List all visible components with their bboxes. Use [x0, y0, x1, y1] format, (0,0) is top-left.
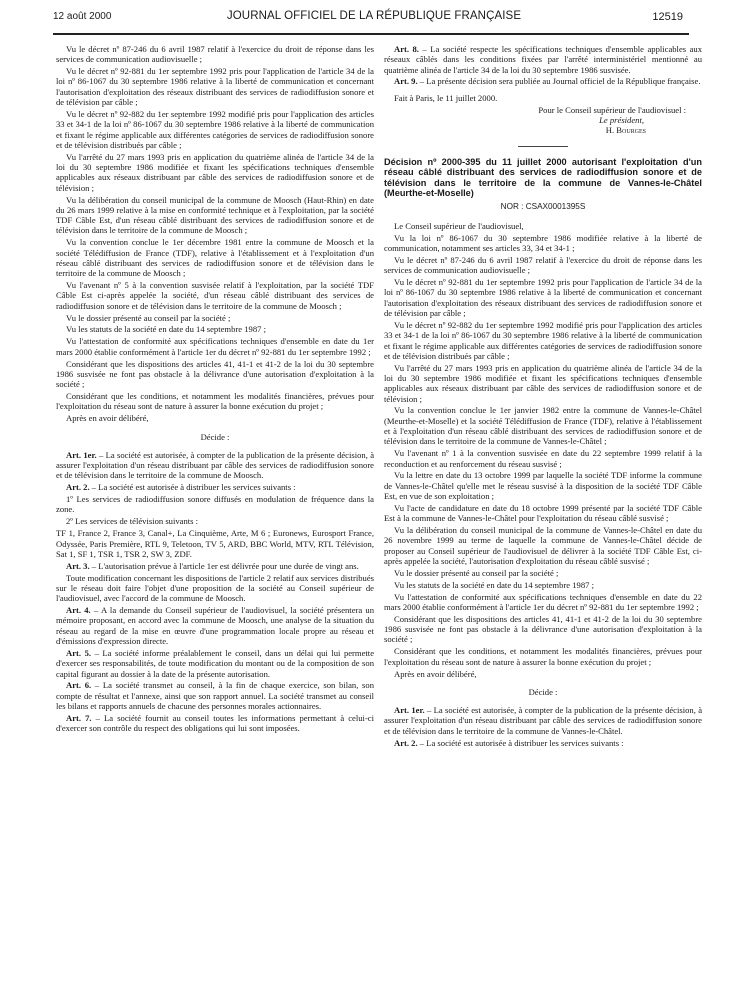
article: [56, 516, 374, 526]
article-label: Art. 2.: [394, 737, 418, 748]
article: [56, 680, 374, 711]
paragraph: Le Conseil supérieur de l'audiovisuel,: [394, 220, 524, 231]
channel-list: [56, 528, 374, 559]
decide-heading: Décide :: [200, 431, 230, 442]
article: [56, 605, 374, 646]
paragraph: Considérant que les conditions, et notamment les modalités financières, prévues pour l'exploitation du réseau sont de nature à assurer la bonne exécution du projet ;: [56, 391, 374, 412]
article: [56, 482, 374, 492]
article-label: Art. 9.: [394, 76, 418, 87]
paragraph: Vu le décret nº 87-246 du 6 avril 1987 relatif à l'exercice du droit de réponse dans les services de communication audiovisuelle ;: [384, 254, 702, 276]
article-text: – A la demande du Conseil supérieur de l'audiovisuel, la société présentera un mémoire proposant, en accord avec la commune de Moosch, une analyse de la situation du réseau au regard de la mise en œuvre d'une programmation locale propre au réseau et d'émissions d'expression directe.: [56, 605, 374, 647]
paragraph: Vu le dossier présenté au conseil par la société ;: [66, 312, 231, 323]
nor-reference: NOR : CSAX0001395S: [500, 201, 586, 211]
article-label: Art. 5.: [66, 647, 92, 658]
article: [384, 705, 702, 736]
left-visas: [56, 44, 374, 424]
signature-role: Le président,: [599, 114, 644, 125]
paragraph: Vu l'arrêté du 27 mars 1993 pris en application du quatrième alinéa de l'article 34 de la loi du 30 septembre 1986 modifiée et fixant les spécifications techniques d'ensemble applicables aux réseaux distribuant par câble des services de radiodiffusion sonore et de télévision ;: [56, 151, 374, 193]
page-number: 12519: [652, 11, 683, 23]
paragraph: Après en avoir délibéré,: [394, 668, 477, 679]
signature-place-date: Fait à Paris, le 11 juillet 2000.: [394, 92, 498, 103]
paragraph: Vu l'arrêté du 27 mars 1993 pris en application du quatrième alinéa de l'article 34 de la loi du 30 septembre 1986 modifiée et fixant les spécifications techniques d'ensemble applicables aux réseaux distribuant par câble des services de radiodiffusion sonore et de télévision ;: [384, 362, 702, 404]
signature-for-line: Pour le Conseil supérieur de l'audiovisuel :: [538, 104, 686, 115]
article: [56, 494, 374, 515]
left-column: [56, 44, 374, 735]
decide-heading: Décide :: [528, 686, 558, 697]
paragraph: Vu le décret nº 92-882 du 1er septembre 1992 modifié pris pour l'application des articles 33 et 34-1 de la loi nº 86-1067 du 30 septembre 1986 relative à la liberté de communication et fixant le régime applicable aux différentes catégories de services de radiodiffusion sonore et de télévision distribués par câble ;: [56, 108, 374, 150]
paragraph: Vu l'avenant nº 5 à la convention susvisée relatif à l'exploitation, par la société TDF Câble Est ci-après appelée la société, d'un réseau câblé distribuant des services de radiodiffusion sonore et de télévision dans le territoire de la commune de Moosch ;: [56, 280, 374, 311]
paragraph: Vu la loi nº 86-1067 du 30 septembre 1986 modifiée relative à la liberté de communication, notamment ses articles 33, 34 et 34-1 ;: [384, 232, 702, 254]
paragraph: Vu la délibération du conseil municipal de la commune de Moosch (Haut-Rhin) en date du 26 mars 1999 relative à la mise en conformité technique et à l'exploitation, par la société TDF Câble Est, d'un réseau câblé distribuant des services de radiodiffusion sonore et de télévision dans le territoire de la commune de Moosch ;: [56, 194, 374, 236]
paragraph: Vu le décret nº 92-881 du 1er septembre 1992 pris pour l'application de l'article 34 de la loi nº 86-1067 du 30 septembre 1986 relative à la liberté de communication et concernant l'autorisation d'exploitation des réseaux distribuant des services de radiodiffusion sonore et de télévision par câble ;: [384, 277, 702, 319]
paragraph: Vu l'acte de candidature en date du 18 octobre 1999 présenté par la société TDF Câble Est à la commune de Vannes-le-Châtel pour l'exploitation du réseau câblé susvisé ;: [384, 502, 702, 524]
article: [384, 44, 702, 75]
article: [56, 450, 374, 481]
paragraph: Vu le décret nº 92-882 du 1er septembre 1992 modifié pris pour l'application des articles 33 et 34-1 de la loi nº 86-1067 du 30 septembre 1986 relative à la liberté de communication et fixant le régime applicable aux différentes catégories de services de radiodiffusion sonore et de télévision distribués par câble ;: [384, 319, 702, 361]
paragraph: Vu la lettre en date du 13 octobre 1999 par laquelle la société TDF informe la commune de Vannes-le-Châtel qu'elle met le réseau susvisé à la disposition de la société TDF Câble Est, en vue de son exploitation ;: [384, 470, 702, 502]
article-text: TF 1, France 2, France 3, Canal+, La Cinquième, Arte, M 6 ; Euronews, Eurosport France, Odyssée, Paris Première, RTL 9, Teletoon, TV 5, ARD, BBC World, MTV, RTL Télévision, Sat 1, SF 1, TSR 1, TSR 2, SW 3, ZDF.: [56, 528, 374, 559]
article-text: – La société est autorisée à distribuer les services suivants :: [89, 482, 296, 493]
paragraph: Vu la convention conclue le 1er janvier 1982 entre la commune de Vannes-le-Châtel (Meurthe-et-Moselle) et la société Télédiffusion de France (TDF), relative à l'établissement et à l'exploitation d'un réseau câblé distribuant des services de radiodiffusion sonore et de télévision dans le territoire de la commune de Vannes-le-Châtel ;: [384, 405, 702, 447]
paragraph: Vu les statuts de la société en date du 14 septembre 1987 ;: [394, 579, 594, 590]
article-text: – La société est autorisée à distribuer les services suivants :: [417, 737, 624, 748]
article-label: Art. 1er.: [394, 705, 425, 716]
decision-title: Décision nº 2000-395 du 11 juillet 2000 autorisant l'exploitation d'un réseau câblé distribuant des services de radiodiffusion sonore et de télévision dans le territoire de la commune de Vannes-le-Châtel (Meurthe-et-Moselle): [384, 156, 702, 199]
paragraph: Vu le décret nº 92-881 du 1er septembre 1992 pris pour l'application de l'article 34 de la loi nº 86-1067 du 30 septembre 1986 relative à la liberté de communication et concernant l'autorisation d'exploitation des réseaux distribuant des services de radiodiffusion sonore et de télévision par câble ;: [56, 66, 374, 108]
left-articles: [56, 450, 374, 734]
paragraph: Vu les statuts de la société en date du 14 septembre 1987 ;: [66, 324, 266, 335]
article-label: Art. 1er.: [66, 449, 97, 460]
paragraph: Après en avoir délibéré,: [66, 413, 149, 424]
paragraph: Vu l'attestation de conformité aux spécifications techniques d'ensemble en date du 22 mars 2000 établie conformément à l'article 1er du décret nº 92-881 du 1er septembre 1992 ;: [384, 591, 702, 612]
article: [56, 573, 374, 604]
paragraph: Vu l'attestation de conformité aux spécifications techniques d'ensemble en date du 1er mars 2000 établie conformément à l'article 1er du décret nº 92-881 du 1er septembre 1992 ;: [56, 336, 374, 357]
article-text: 2º Les services de télévision suivants :: [66, 516, 199, 527]
paragraph: Considérant que les conditions, et notamment les modalités financières, prévues pour l'exploitation du réseau sont de nature à assurer la bonne exécution du projet ;: [384, 646, 702, 667]
article-text: – La société est autorisée, à compter de la publication de la présente décision, à assurer l'exploitation d'un réseau distribuant par câble des services de radiodiffusion sonore et de télévision dans le territoire de la commune de Moosch.: [56, 449, 375, 481]
article-label: Art. 2.: [66, 482, 90, 493]
article-label: Art. 3.: [66, 560, 90, 571]
article: [56, 648, 374, 679]
article-text: – La présente décision sera publiée au Journal officiel de la République française.: [417, 76, 701, 87]
article: [384, 738, 702, 748]
article-text: – La société informe préalablement le conseil, dans un délai qui lui permette d'exercer ses responsabilités, de toute modification du montant ou de la composition de son capital figurant au dossier à la date de la présente autorisation.: [56, 647, 375, 679]
paragraph: Vu l'avenant nº 1 à la convention susvisée en date du 22 septembre 1999 relatif à la reconduction et au renforcement du réseau susvisé ;: [384, 448, 702, 469]
article-text: 1º Les services de radiodiffusion sonore diffusés en modulation de fréquence dans la zone.: [56, 494, 374, 515]
article-text: Toute modification concernant les dispositions de l'article 2 relatif aux services distribués sur le réseau doit faire l'objet d'une proposition de la société au Conseil supérieur de l'audiovisuel, avec l'accord de la commune de Moosch.: [56, 572, 374, 604]
article-text: – La société respecte les spécifications techniques d'ensemble applicables aux réseaux câblés dans les conditions fixées par l'arrêté interministériel mentionné au quatrième alinéa de l'article 34 de la loi du 30 septembre 1986 susvisée.: [384, 44, 702, 75]
section-divider: [518, 146, 568, 147]
article-label: Art. 8.: [394, 44, 419, 54]
journal-title: JOURNAL OFFICIEL DE LA RÉPUBLIQUE FRANÇAISE: [226, 10, 522, 22]
paragraph: Vu la délibération du conseil municipal de la commune de Vannes-le-Châtel en date du 26 novembre 1999 au terme de laquelle la commune de Vannes-le-Châtel décide de proposer au Conseil supérieur de l'audiovisuel de délivrer à la société TDF Câble Est, ci-après appelée la société, l'autorisation d'exploitation du réseau câblé susvisé ;: [384, 525, 702, 566]
article: [56, 713, 374, 734]
paragraph: Vu le dossier présenté au conseil par la société ;: [394, 567, 559, 578]
article: [56, 561, 374, 571]
paragraph: Considérant que les dispositions des articles 41, 41-1 et 41-2 de la loi du 30 septembre 1986 susvisée ne font pas obstacle à la délivrance d'une autorisation d'exploitation à la société ;: [384, 613, 702, 645]
right-column: [384, 44, 702, 750]
article-label: Art. 6.: [66, 680, 92, 691]
article-label: Art. 4.: [66, 605, 91, 616]
article-label: Art. 7.: [66, 712, 92, 723]
signature-name: H. Bourges: [605, 125, 646, 136]
article: [384, 76, 702, 86]
paragraph: Vu la convention conclue le 1er décembre 1981 entre la commune de Moosch et la société Télédiffusion de France (TDF), relative à l'établissement et à l'exploitation d'un réseau câblé distribuant des services de radiodiffusion sonore et de télévision dans le territoire de la commune de Moosch ;: [56, 237, 374, 279]
right-visas: [384, 221, 702, 679]
paragraph: Vu le décret nº 87-246 du 6 avril 1987 relatif à l'exercice du droit de réponse dans les services de communication audiovisuelle ;: [56, 44, 374, 65]
header-rule: [53, 33, 689, 35]
article-text: – La société est autorisée, à compter de la publication de la présente décision, à assurer l'exploitation d'un réseau distribuant par câble des services de radiodiffusion sonore et de télévision dans le territoire de la commune de Vannes-le-Châtel.: [384, 705, 703, 736]
article-text: – La société fournit au conseil toutes les informations permettant à celui-ci d'exercer son contrôle du respect des obligations qui lui sont imposées.: [56, 712, 375, 734]
paragraph: Considérant que les dispositions des articles 41, 41-1 et 41-2 de la loi du 30 septembre 1986 susvisée ne font pas obstacle à la délivrance d'une autorisation d'exploitation à la société ;: [56, 358, 374, 390]
article-text: – La société transmet au conseil, à la fin de chaque exercice, son bilan, son compte de résultat et l'annexe, ainsi que son rapport annuel. La société transmet au conseil les bilans et rapports annuels de chacune des personnes morales actionnaires.: [56, 680, 374, 711]
article-text: – L'autorisation prévue à l'article 1er est délivrée pour une durée de vingt ans.: [89, 560, 359, 571]
header-date: 12 août 2000: [53, 11, 112, 22]
